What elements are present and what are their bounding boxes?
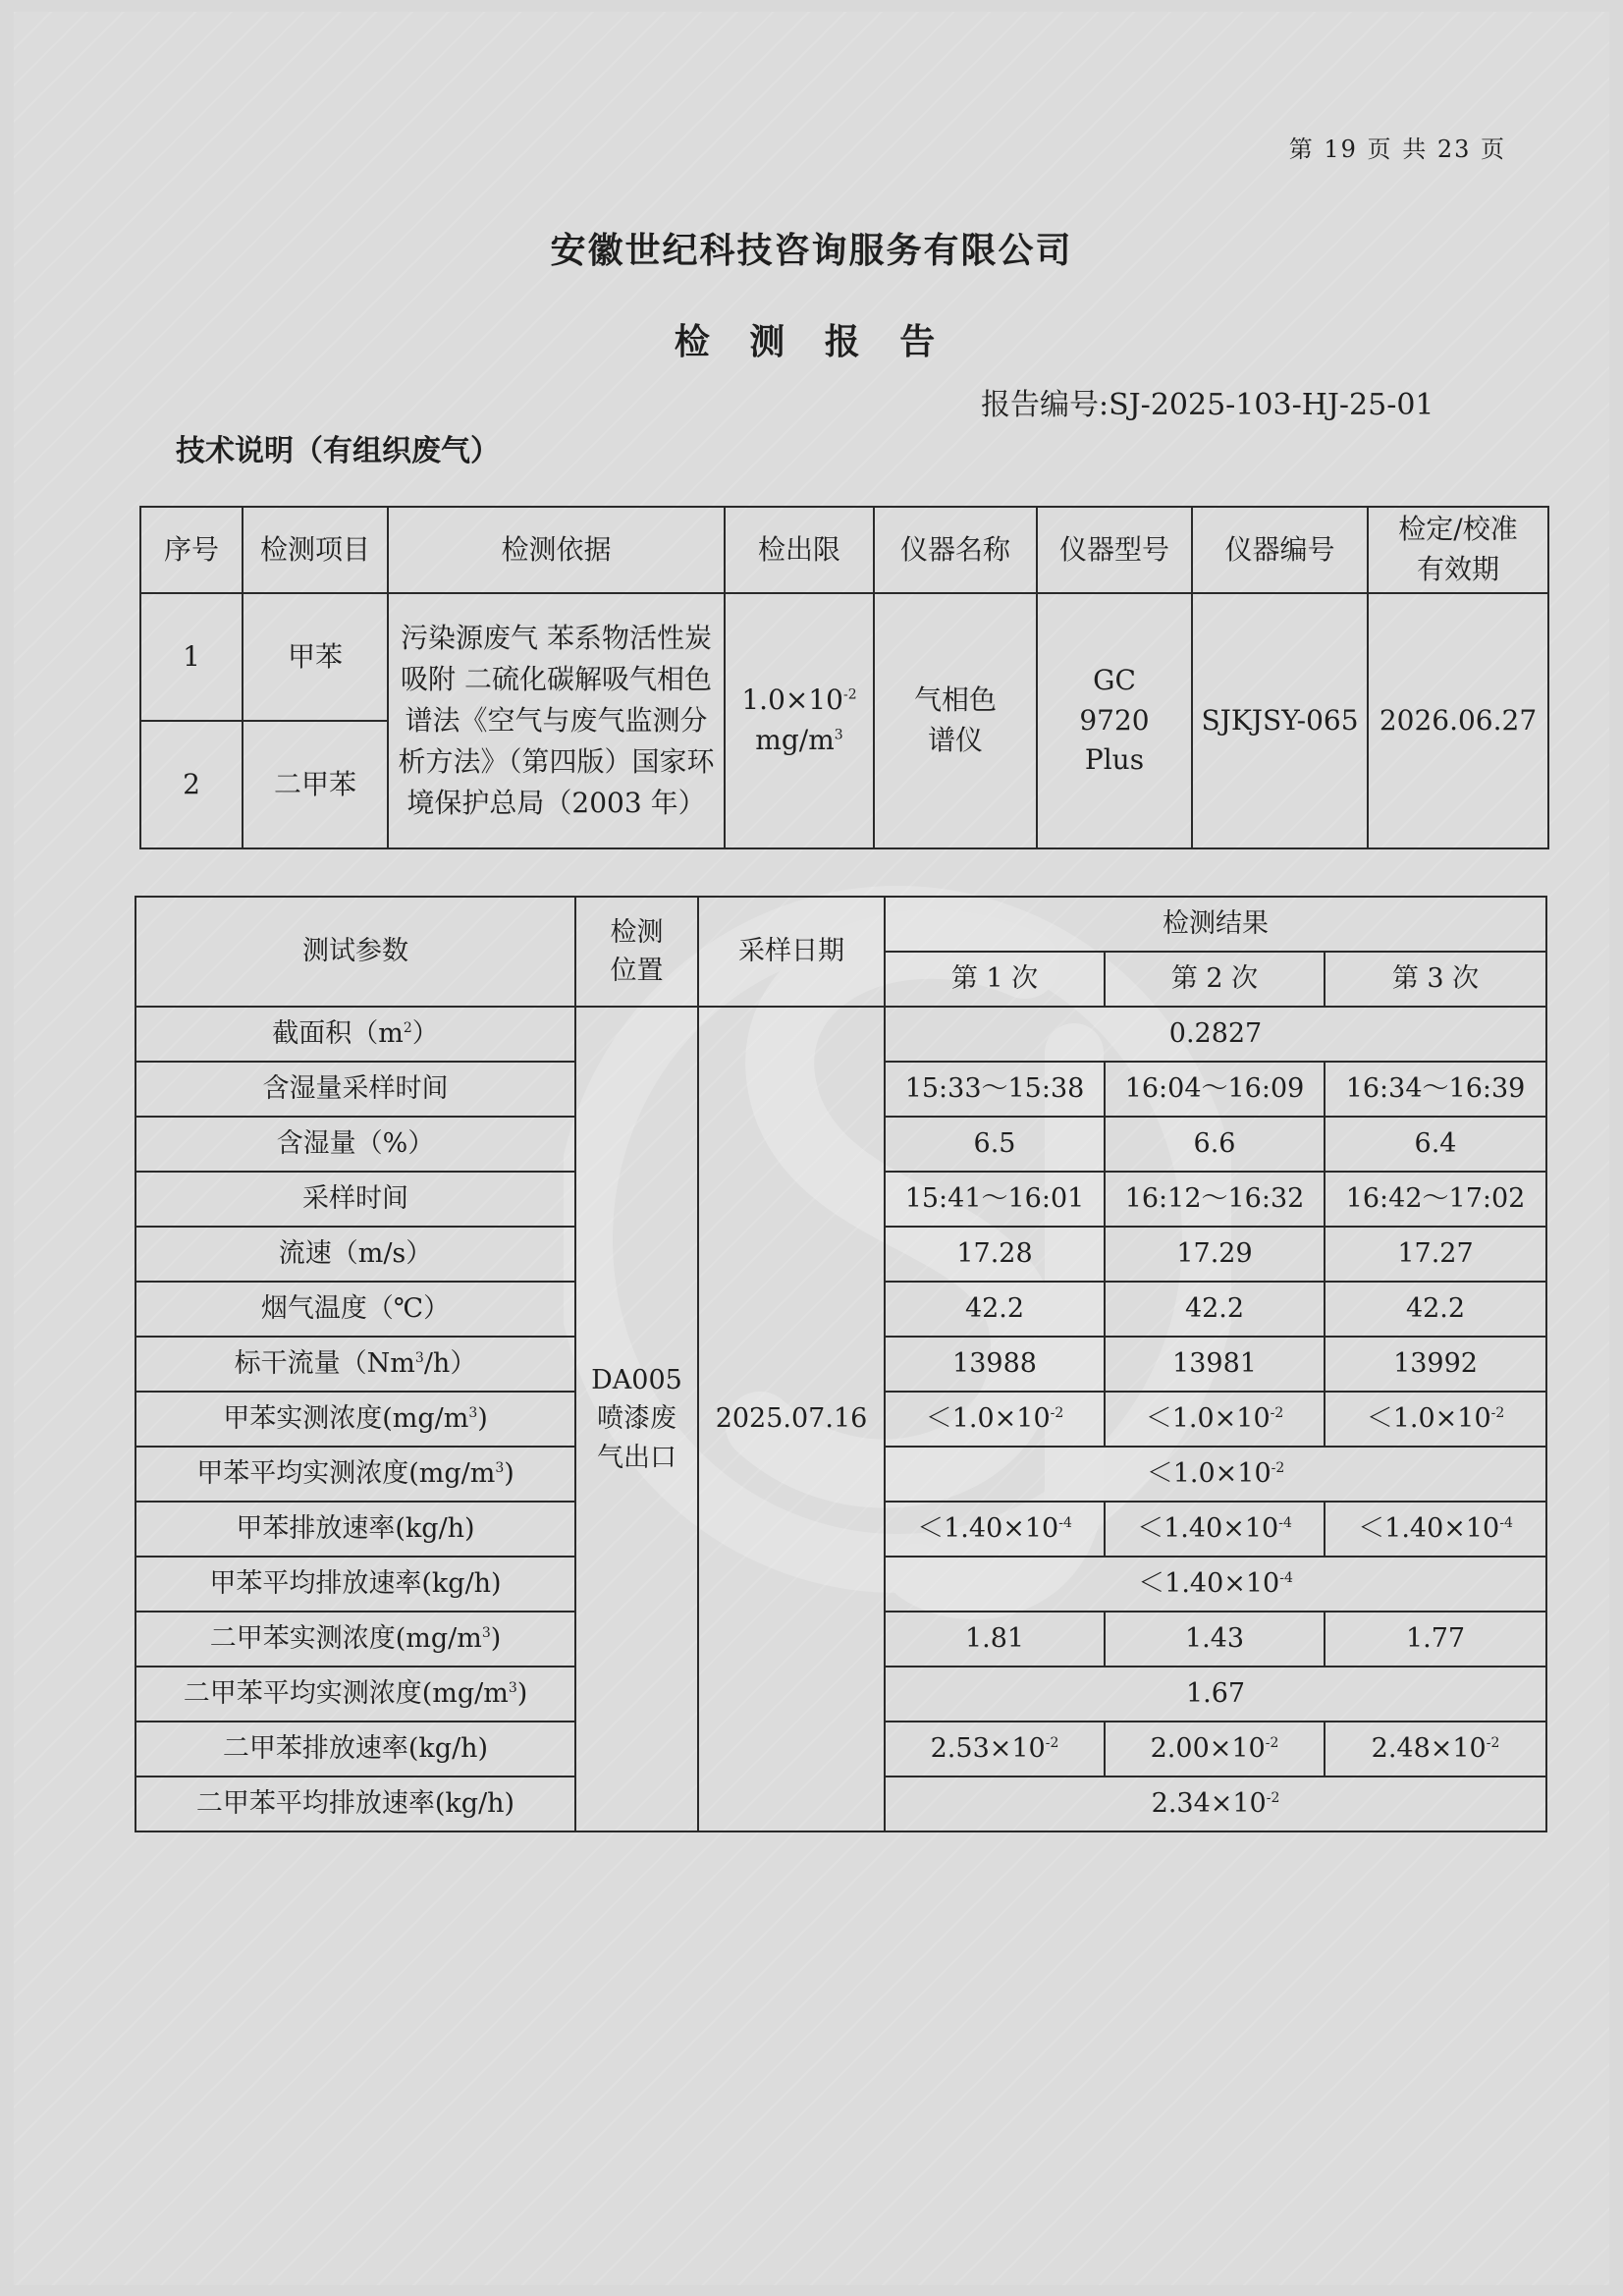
sampling-location: DA005喷漆废气出口: [575, 1007, 698, 1831]
value-run-1: 6.5: [885, 1117, 1105, 1172]
instrument-model: GC 9720 Plus: [1037, 593, 1192, 848]
value-run-3: 13992: [1325, 1337, 1546, 1392]
value-run-1: $2.53\times 10^{-2}$: [885, 1722, 1105, 1777]
col-header-param: 测试参数: [135, 897, 575, 1007]
col-header-no: 序号: [140, 507, 243, 593]
value-run-1: 15:33～15:38: [885, 1062, 1105, 1117]
detection-basis: 污染源废气 苯系物活性炭吸附 二硫化碳解吸气相色谱法《空气与废气监测分析方法》（第四版）国家环境保护总局（2003 年）: [388, 593, 725, 848]
param-label: 含湿量（%）: [135, 1117, 575, 1172]
value-run-2: 17.29: [1105, 1227, 1325, 1282]
param-label: 烟气温度（℃）: [135, 1282, 575, 1337]
row-no: 1: [140, 593, 243, 721]
limit-unit-exponent: 3: [834, 727, 843, 743]
value-run-3: 16:42～17:02: [1325, 1172, 1546, 1227]
value-run-2: $<1.0\times 10^{-2}$: [1105, 1392, 1325, 1447]
col-header-validity: 检定/校准有效期: [1368, 507, 1548, 593]
detection-limit: [725, 593, 874, 848]
results-table: [135, 896, 1547, 1832]
instrument-no: SJKJSY-065: [1192, 593, 1368, 848]
validity-date: 2026.06.27: [1368, 593, 1548, 848]
value-run-2: $2.00\times 10^{-2}$: [1105, 1722, 1325, 1777]
row-item: 二甲苯: [243, 721, 388, 848]
param-label: 甲苯排放速率(kg/h): [135, 1502, 575, 1557]
report-number: 报告编号:SJ-2025-103-HJ-25-01: [981, 388, 1434, 422]
param-label: 流速（m/s）: [135, 1227, 575, 1282]
value-merged: $<1.40\times 10^{-4}$: [885, 1557, 1546, 1612]
col-header-run-1: 第 1 次: [885, 952, 1105, 1007]
value-run-1: 42.2: [885, 1282, 1105, 1337]
value-run-1: $<1.0\times 10^{-2}$: [885, 1392, 1105, 1447]
value-merged: $2.34\times 10^{-2}$: [885, 1777, 1546, 1831]
limit-value: 1.0×10: [741, 683, 843, 717]
value-run-3: $<1.0\times 10^{-2}$: [1325, 1392, 1546, 1447]
value-run-1: $<1.40\times 10^{-4}$: [885, 1502, 1105, 1557]
tech-info-table: [139, 506, 1549, 849]
param-label: 采样时间: [135, 1172, 575, 1227]
value-run-3: 6.4: [1325, 1117, 1546, 1172]
col-header-date: 采样日期: [698, 897, 885, 1007]
value-merged: $<1.0\times 10^{-2}$: [885, 1447, 1546, 1502]
value-run-3: $2.48\times 10^{-2}$: [1325, 1722, 1546, 1777]
value-run-1: 1.81: [885, 1612, 1105, 1667]
limit-exponent: -2: [842, 687, 857, 704]
value-run-2: 6.6: [1105, 1117, 1325, 1172]
col-header-item: 检测项目: [243, 507, 388, 593]
value-merged: 1.67: [885, 1667, 1546, 1722]
col-header-instrument-no: 仪器编号: [1192, 507, 1368, 593]
col-header-limit: 检出限: [725, 507, 874, 593]
col-header-basis: 检测依据: [388, 507, 725, 593]
param-label: 标干流量（Nm$^3$/h）: [135, 1337, 575, 1392]
section-title: 技术说明（有组织废气）: [176, 434, 500, 468]
param-label: 二甲苯平均排放速率(kg/h): [135, 1777, 575, 1831]
value-merged: 0.2827: [885, 1007, 1546, 1062]
col-header-instrument-model: 仪器型号: [1037, 507, 1192, 593]
value-run-1: 15:41～16:01: [885, 1172, 1105, 1227]
row-item: 甲苯: [243, 593, 388, 721]
row-no: 2: [140, 721, 243, 848]
param-label: 甲苯平均排放速率(kg/h): [135, 1557, 575, 1612]
value-run-2: 16:04～16:09: [1105, 1062, 1325, 1117]
value-run-2: 13981: [1105, 1337, 1325, 1392]
value-run-1: 17.28: [885, 1227, 1105, 1282]
param-label: 二甲苯实测浓度$(mg/m^3)$: [135, 1612, 575, 1667]
value-run-3: 42.2: [1325, 1282, 1546, 1337]
param-label: 二甲苯排放速率(kg/h): [135, 1722, 575, 1777]
limit-unit: mg/m: [755, 724, 835, 756]
col-header-run-2: 第 2 次: [1105, 952, 1325, 1007]
param-label: 截面积$(m^2)$: [135, 1007, 575, 1062]
param-label: 甲苯平均实测浓度$(mg/m^3)$: [135, 1447, 575, 1502]
value-run-2: 42.2: [1105, 1282, 1325, 1337]
sampling-date: 2025.07.16: [698, 1007, 885, 1831]
param-label: 含湿量采样时间: [135, 1062, 575, 1117]
value-run-3: 16:34～16:39: [1325, 1062, 1546, 1117]
param-label: 甲苯实测浓度$(mg/m^3)$: [135, 1392, 575, 1447]
col-header-location: 检测位置: [575, 897, 698, 1007]
param-label: 二甲苯平均实测浓度$(mg/m^3)$: [135, 1667, 575, 1722]
value-run-1: 13988: [885, 1337, 1105, 1392]
company-name: 安徽世纪科技咨询服务有限公司: [550, 230, 1073, 271]
value-run-3: 17.27: [1325, 1227, 1546, 1282]
value-run-2: 1.43: [1105, 1612, 1325, 1667]
instrument-name: 气相色谱仪: [874, 593, 1037, 848]
value-run-2: $<1.40\times 10^{-4}$: [1105, 1502, 1325, 1557]
col-header-run-3: 第 3 次: [1325, 952, 1546, 1007]
col-header-result: 检测结果: [885, 897, 1546, 952]
value-run-3: 1.77: [1325, 1612, 1546, 1667]
page-number: 第 19 页 共 23 页: [1288, 136, 1506, 163]
value-run-2: 16:12～16:32: [1105, 1172, 1325, 1227]
report-title: 检 测 报 告: [674, 321, 949, 362]
value-run-3: $<1.40\times 10^{-4}$: [1325, 1502, 1546, 1557]
report-page: [14, 12, 1609, 2285]
col-header-instrument-name: 仪器名称: [874, 507, 1037, 593]
